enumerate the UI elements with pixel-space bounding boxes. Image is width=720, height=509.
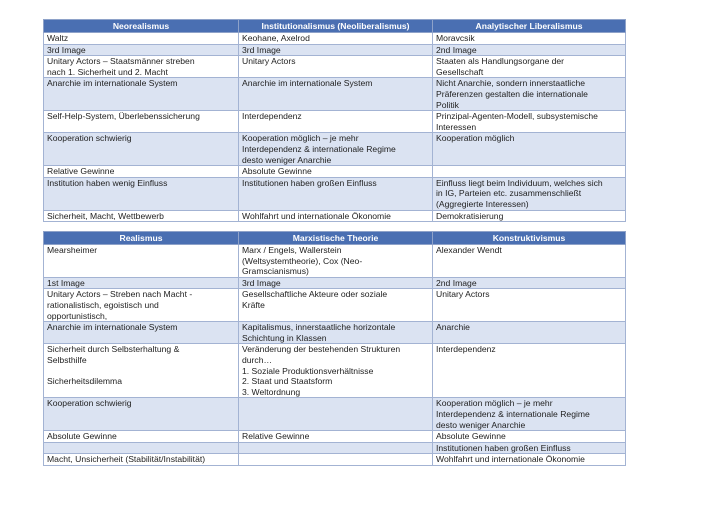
table-cell: Unitary Actors	[239, 56, 433, 78]
column-header: Institutionalismus (Neoliberalismus)	[239, 20, 433, 33]
table-row	[44, 56, 626, 78]
table-cell: Demokratisierung	[433, 210, 626, 222]
table-cell: Prinzipal-Agenten-Modell, subsystemische Interessen	[433, 111, 626, 133]
header-row	[44, 232, 626, 245]
table-cell: Institution haben wenig Einfluss	[44, 177, 239, 210]
column-header: Konstruktivismus	[433, 232, 626, 245]
table-cell: Kooperation möglich – je mehr Interdependenz & internationale Regime desto weniger Anarchie	[433, 398, 626, 431]
table-cell	[239, 398, 433, 431]
table-cell: Interdependenz	[433, 344, 626, 398]
table-cell: Anarchie	[433, 322, 626, 344]
table-cell: Kooperation schwierig	[44, 398, 239, 431]
table-cell	[44, 442, 239, 454]
table-cell: Alexander Wendt	[433, 245, 626, 278]
table-cell: Keohane, Axelrod	[239, 33, 433, 45]
table-cell: Self-Help-System, Überlebenssicherung	[44, 111, 239, 133]
table-cell: Unitary Actors	[433, 289, 626, 322]
table-cell: 2nd Image	[433, 277, 626, 289]
table-row	[44, 166, 626, 178]
table-row	[44, 454, 626, 466]
table-row	[44, 431, 626, 443]
theories-table-bottom	[43, 231, 626, 466]
header-row	[44, 20, 626, 33]
theories-table-top	[43, 19, 626, 222]
table-cell: Nicht Anarchie, sondern innerstaatliche Präferenzen gestalten die internationale Politik	[433, 78, 626, 111]
table-cell	[433, 166, 626, 178]
table-cell: Interdependenz	[239, 111, 433, 133]
table-cell: Absolute Gewinne	[44, 431, 239, 443]
table-cell: Mearsheimer	[44, 245, 239, 278]
table-cell: Absolute Gewinne	[433, 431, 626, 443]
table-cell: Relative Gewinne	[44, 166, 239, 178]
column-header: Marxistische Theorie	[239, 232, 433, 245]
table-cell: Wohlfahrt und internationale Ökonomie	[433, 454, 626, 466]
table-cell: Institutionen haben großen Einfluss	[239, 177, 433, 210]
table-row	[44, 111, 626, 133]
table-row	[44, 442, 626, 454]
table-cell: Anarchie im internationale System	[44, 78, 239, 111]
table-row	[44, 33, 626, 45]
table-cell: Relative Gewinne	[239, 431, 433, 443]
table-cell: Wohlfahrt und internationale Ökonomie	[239, 210, 433, 222]
table-row	[44, 44, 626, 56]
table-row	[44, 344, 626, 398]
table-cell: Kapitalismus, innerstaatliche horizontale Schichtung in Klassen	[239, 322, 433, 344]
column-header: Realismus	[44, 232, 239, 245]
table-cell: 1st Image	[44, 277, 239, 289]
table-cell: Kooperation schwierig	[44, 133, 239, 166]
table-cell: Anarchie im internationale System	[44, 322, 239, 344]
table-cell: 3rd Image	[44, 44, 239, 56]
table-row	[44, 133, 626, 166]
column-header: Neorealismus	[44, 20, 239, 33]
table-cell: 2nd Image	[433, 44, 626, 56]
table-cell: Anarchie im internationale System	[239, 78, 433, 111]
table-row	[44, 245, 626, 278]
table-cell: Staaten als Handlungsorgane der Gesellschaft	[433, 56, 626, 78]
table-cell: Macht, Unsicherheit (Stabilität/Instabilität)	[44, 454, 239, 466]
column-header: Analytischer Liberalismus	[433, 20, 626, 33]
table-row	[44, 277, 626, 289]
table-cell: Sicherheit, Macht, Wettbewerb	[44, 210, 239, 222]
table-cell: Institutionen haben großen Einfluss	[433, 442, 626, 454]
table-cell: Waltz	[44, 33, 239, 45]
table-cell: 3rd Image	[239, 277, 433, 289]
table-cell: Moravcsik	[433, 33, 626, 45]
table-cell	[239, 454, 433, 466]
table-row	[44, 398, 626, 431]
table-cell	[239, 442, 433, 454]
table-row	[44, 210, 626, 222]
table-cell: 3rd Image	[239, 44, 433, 56]
table-cell: Kooperation möglich – je mehr Interdependenz & internationale Regime desto weniger Anarchie	[239, 133, 433, 166]
table-row	[44, 78, 626, 111]
table-cell: Marx / Engels, Wallerstein (Weltsystemtheorie), Cox (Neo- Gramscianismus)	[239, 245, 433, 278]
table-cell: Sicherheit durch Selbsterhaltung & Selbsthilfe Sicherheitsdilemma	[44, 344, 239, 398]
table-row	[44, 322, 626, 344]
table-cell: Absolute Gewinne	[239, 166, 433, 178]
table-cell: Veränderung der bestehenden Strukturen durch… 1. Soziale Produktionsverhältnisse 2. Staat und Staatsform 3. Weltordnung	[239, 344, 433, 398]
table-cell: Kooperation möglich	[433, 133, 626, 166]
table-row	[44, 289, 626, 322]
table-row	[44, 177, 626, 210]
table-cell: Unitary Actors – Staatsmänner streben nach 1. Sicherheit und 2. Macht	[44, 56, 239, 78]
table-cell: Gesellschaftliche Akteure oder soziale Kräfte	[239, 289, 433, 322]
table-cell: Unitary Actors – Streben nach Macht - rationalistisch, egoistisch und opportunistisch,	[44, 289, 239, 322]
table-cell: Einfluss liegt beim Individuum, welches sich in IG, Parteien etc. zusammenschließt (Aggregierte Interessen)	[433, 177, 626, 210]
